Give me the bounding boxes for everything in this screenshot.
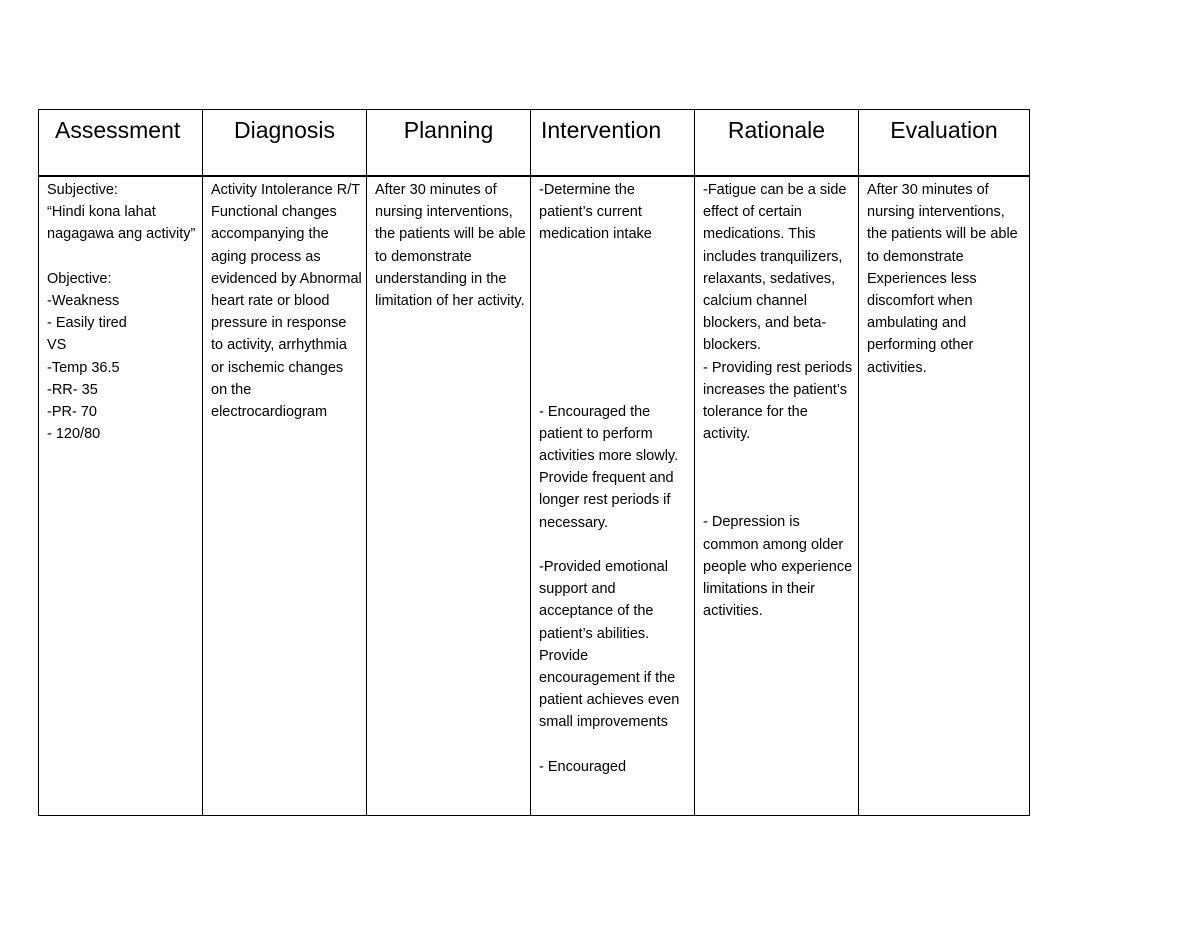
header-intervention: Intervention	[531, 110, 695, 177]
intervention-cell	[531, 176, 695, 816]
header-evaluation: Evaluation	[859, 110, 1030, 177]
assessment-cell	[39, 176, 203, 816]
objective-item: -Temp 36.5	[47, 359, 120, 376]
planning-text: After 30 minutes of nursing interventions, the patients will be able to demonstrate understanding in the limitation of her activity.	[375, 182, 526, 310]
evaluation-cell	[859, 176, 1030, 816]
header-rationale: Rationale	[695, 110, 859, 177]
rationale-item: - Providing rest periods increases the patient’s tolerance for the activity.	[703, 359, 853, 443]
intervention-item: -Determine the patient’s current medication intake	[539, 182, 652, 243]
header-row	[39, 110, 1030, 177]
objective-label: Objective:	[47, 270, 112, 287]
objective-item: - Easily tired	[47, 315, 127, 332]
intervention-item: - Encouraged	[539, 758, 627, 775]
subjective-label: Subjective:	[47, 182, 118, 198]
nursing-care-plan-table	[38, 109, 1030, 816]
objective-item: -Weakness	[47, 293, 120, 309]
diagnosis-cell	[203, 176, 367, 816]
rationale-item: - Depression is common among older people who experience limitations in their activities.	[703, 514, 853, 620]
header-diagnosis: Diagnosis	[203, 110, 367, 177]
intervention-item: - Encouraged the patient to perform activities more slowly. Provide frequent and longer rest periods if necessary.	[539, 403, 679, 531]
rationale-cell	[695, 176, 859, 816]
evaluation-text: After 30 minutes of nursing interventions, the patients will be able to demonstrate Experiences less discomfort when ambulating and performing other activities.	[867, 182, 1018, 376]
planning-cell	[367, 176, 531, 816]
objective-item: VS	[47, 337, 67, 354]
diagnosis-text: Activity Intolerance R/T Functional changes accompanying the aging process as evidenced by Abnormal heart rate or blood pressure in response to activity, arrhythmia or ischemic changes on the electrocardiogram	[211, 182, 362, 421]
header-planning: Planning	[367, 110, 531, 177]
objective-item: - 120/80	[47, 426, 101, 443]
subjective-quote: “Hindi kona lahat nagagawa ang activity”	[47, 204, 196, 243]
header-assessment: Assessment	[39, 110, 203, 177]
intervention-item: -Provided emotional support and acceptance of the patient’s abilities. Provide encouragement if the patient achieves even small improvements	[539, 559, 680, 731]
rationale-item: -Fatigue can be a side effect of certain medications. This includes tranquilizers, relaxants, sedatives, calcium channel blockers, and beta-blockers.	[703, 182, 847, 354]
objective-item: -RR- 35	[47, 381, 98, 398]
content-row	[39, 176, 1030, 816]
objective-item: -PR- 70	[47, 404, 97, 421]
